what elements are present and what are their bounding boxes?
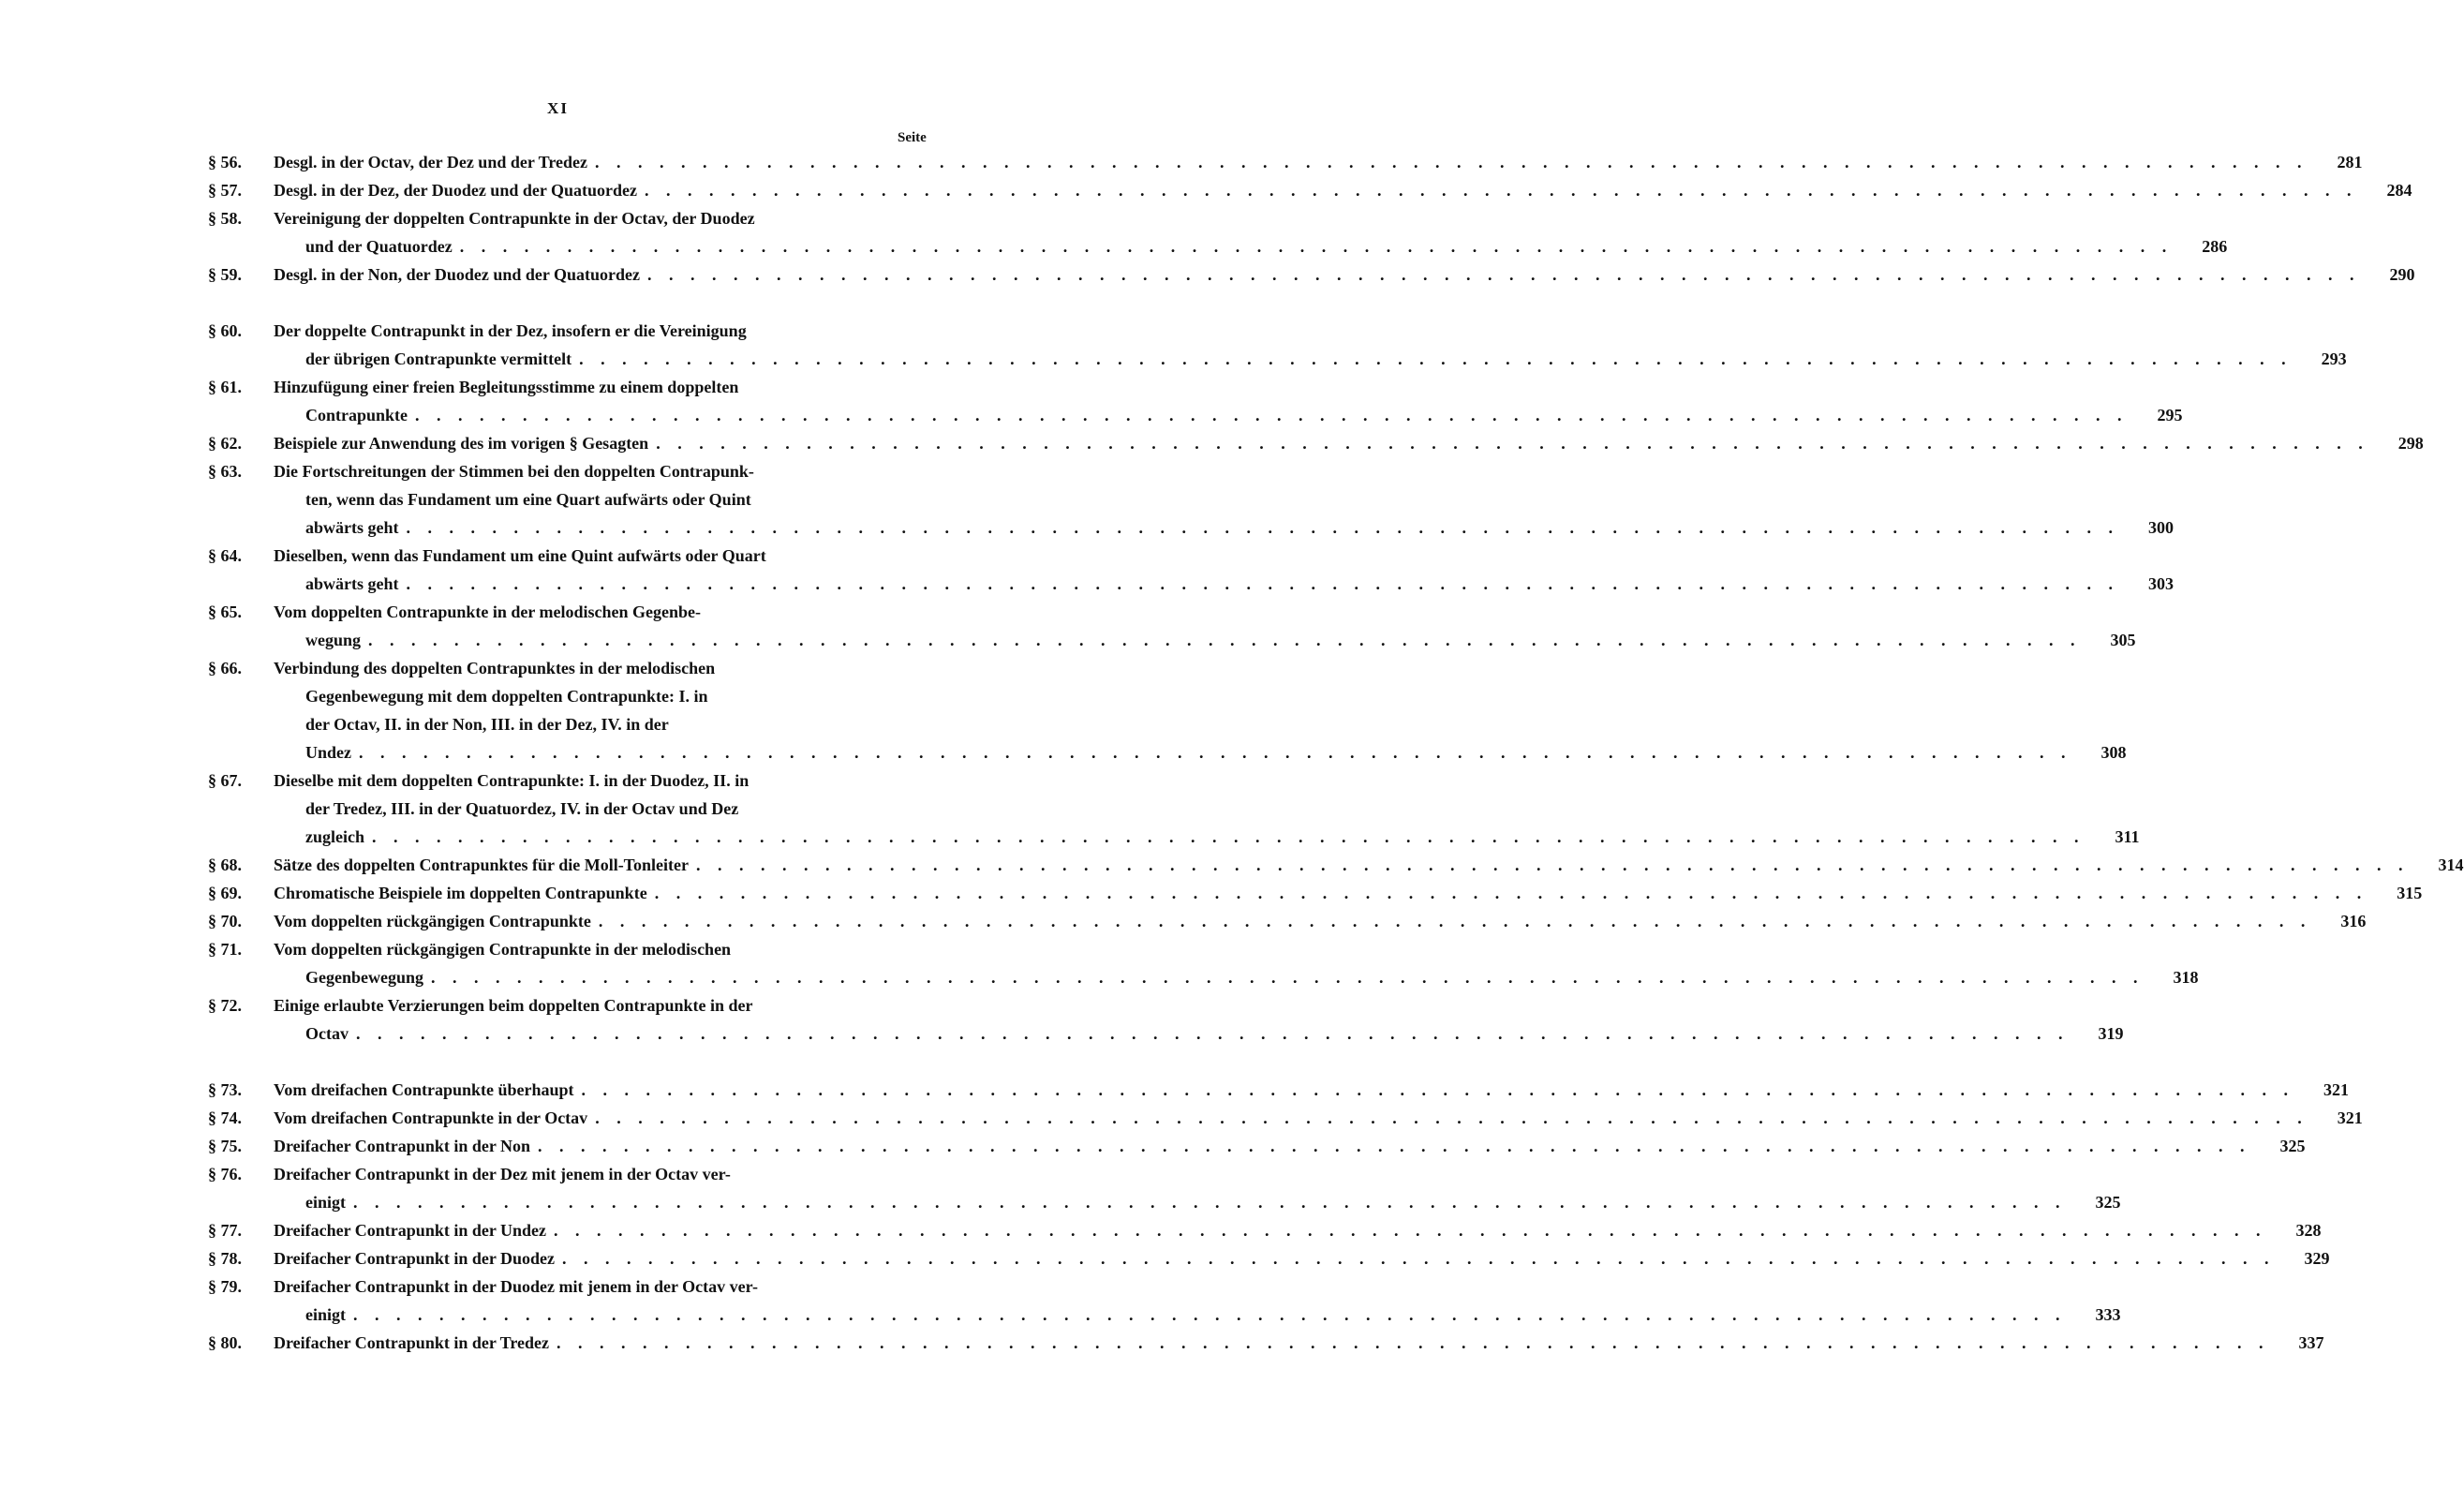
- toc-entry: [208, 598, 2136, 654]
- entry-title: Octav: [305, 1024, 349, 1043]
- dot-leader: . . . . . . . . . . . . . . . . . . . . . . . . . . . . . . . . . . . . . . . . . . . . . . . . . . . . . . . . . . . . . . . . . . . . . . . . . . . . . . . .: [431, 968, 2145, 987]
- page-reference: 284: [2358, 176, 2412, 204]
- toc-entry: [208, 1160, 2121, 1216]
- entry-leader-line: [274, 345, 2347, 373]
- entry-text: [274, 1272, 2121, 1329]
- entry-title-line: Vom doppelten Contrapunkte in der melodischen Gegenbe-: [274, 603, 702, 621]
- page-number: XI: [547, 99, 569, 117]
- entry-text: [274, 1132, 2306, 1160]
- toc-entry: [208, 457, 2174, 542]
- entry-title-line: Vom doppelten rückgängigen Contrapunkte in der melodischen: [274, 940, 732, 959]
- entry-title-line: Dieselbe mit dem doppelten Contrapunkte: I. in der Duodez, II. in: [274, 771, 750, 790]
- entry-leader-line: [274, 907, 2366, 935]
- dot-leader: . . . . . . . . . . . . . . . . . . . . . . . . . . . . . . . . . . . . . . . . . . . . . . . . . . . . . . . . . . . . . . . . . . . . . . . . . . . . . . . .: [557, 1333, 2270, 1352]
- toc-section: [208, 1076, 2363, 1357]
- section-number: § 61.: [208, 378, 242, 396]
- section-number: § 68.: [208, 856, 242, 874]
- dot-leader: . . . . . . . . . . . . . . . . . . . . . . . . . . . . . . . . . . . . . . . . . . . . . . . . . . . . . . . . . . . . . . . . . . . . . . . . . . . . . . . .: [538, 1137, 2251, 1155]
- page-reference: 286: [2173, 232, 2227, 260]
- entry-title: Vom dreifachen Contrapunkte überhaupt: [274, 1080, 574, 1099]
- dot-leader: . . . . . . . . . . . . . . . . . . . . . . . . . . . . . . . . . . . . . . . . . . . . . . . . . . . . . . . . . . . . . . . . . . . . . . . . . . . . . . . .: [598, 912, 2312, 930]
- toc-entry: [208, 373, 2183, 429]
- entry-text: [274, 654, 2127, 766]
- dot-leader: . . . . . . . . . . . . . . . . . . . . . . . . . . . . . . . . . . . . . . . . . . . . . . . . . . . . . . . . . . . . . . . . . . . . . . . . . . . . . . . .: [359, 743, 2072, 762]
- entry-leader-line: [274, 1104, 2363, 1132]
- page-reference: 311: [2085, 823, 2140, 851]
- entry-text: [274, 1076, 2349, 1104]
- entry-leader-line: [274, 232, 2227, 260]
- page-reference: 337: [2270, 1329, 2324, 1357]
- entry-title: Chromatische Beispiele im doppelten Contrapunkte: [274, 884, 647, 902]
- page-reference: 333: [2067, 1301, 2121, 1329]
- entry-leader-line: [274, 1301, 2121, 1329]
- entry-title: Contrapunkte: [305, 406, 408, 424]
- entry-title: und der Quatuordez: [305, 237, 453, 256]
- toc-entry: [208, 176, 2412, 204]
- entry-title: Desgl. in der Dez, der Duodez und der Quatuordez: [274, 181, 638, 200]
- entry-leader-line: [274, 1244, 2330, 1272]
- entry-title-line: Hinzufügung einer freien Begleitungsstimme zu einem doppelten: [274, 378, 739, 396]
- entry-title: abwärts geht: [305, 574, 399, 593]
- entry-text: [274, 148, 2363, 176]
- section-number: § 62.: [208, 434, 242, 453]
- entry-leader-line: [274, 1019, 2123, 1048]
- entry-leader-line: [274, 963, 2199, 991]
- section-number: § 64.: [208, 546, 242, 565]
- entry-text: [274, 766, 2140, 851]
- section-number: § 80.: [208, 1333, 242, 1352]
- entry-leader-line: [274, 879, 2422, 907]
- toc-entry: [208, 851, 2464, 879]
- toc-entry: [208, 204, 2228, 260]
- entry-title: Undez: [305, 743, 351, 762]
- page-reference: 305: [2082, 626, 2136, 654]
- section-number: § 75.: [208, 1137, 242, 1155]
- entry-leader-line: [274, 823, 2140, 851]
- entry-text: [274, 542, 2174, 598]
- entry-title-line: Der doppelte Contrapunkt in der Dez, insofern er die Vereinigung: [274, 321, 747, 340]
- entry-title: abwärts geht: [305, 518, 399, 537]
- entry-title: zugleich: [305, 827, 364, 846]
- dot-leader: . . . . . . . . . . . . . . . . . . . . . . . . . . . . . . . . . . . . . . . . . . . . . . . . . . . . . . . . . . . . . . . . . . . . . . . . . . . . . . . .: [647, 265, 2361, 284]
- section-number: § 71.: [208, 940, 242, 959]
- toc-entry: [208, 907, 2367, 935]
- toc-entry: [208, 1329, 2324, 1357]
- section-number: § 63.: [208, 462, 242, 481]
- dot-leader: . . . . . . . . . . . . . . . . . . . . . . . . . . . . . . . . . . . . . . . . . . . . . . . . . . . . . . . . . . . . . . . . . . . . . . . . . . . . . . . .: [368, 631, 2082, 649]
- page-reference: 308: [2072, 738, 2127, 766]
- entry-text: [274, 879, 2422, 907]
- entry-text: [274, 851, 2464, 879]
- entry-leader-line: [274, 401, 2183, 429]
- entry-title: Gegenbewegung: [305, 968, 423, 987]
- section-number: § 77.: [208, 1221, 242, 1240]
- dot-leader: . . . . . . . . . . . . . . . . . . . . . . . . . . . . . . . . . . . . . . . . . . . . . . . . . . . . . . . . . . . . . . . . . . . . . . . . . . . . . . . .: [415, 406, 2129, 424]
- section-number: § 72.: [208, 996, 242, 1015]
- entry-leader-line: [274, 738, 2127, 766]
- entry-title-line: der Octav, II. in der Non, III. in der Dez, IV. in der: [305, 715, 669, 734]
- entry-title: Vom doppelten rückgängigen Contrapunkte: [274, 912, 591, 930]
- section-number: § 65.: [208, 603, 242, 621]
- entry-title: Dreifacher Contrapunkt in der Undez: [274, 1221, 547, 1240]
- page-reference: 329: [2276, 1244, 2330, 1272]
- dot-leader: . . . . . . . . . . . . . . . . . . . . . . . . . . . . . . . . . . . . . . . . . . . . . . . . . . . . . . . . . . . . . . . . . . . . . . . . . . . . . . . .: [353, 1305, 2067, 1324]
- section-number: § 59.: [208, 265, 242, 284]
- entry-title-line: Die Fortschreitungen der Stimmen bei den doppelten Contrapunk-: [274, 462, 754, 481]
- dot-leader: . . . . . . . . . . . . . . . . . . . . . . . . . . . . . . . . . . . . . . . . . . . . . . . . . . . . . . . . . . . . . . . . . . . . . . . . . . . . . . . .: [654, 884, 2368, 902]
- dot-leader: . . . . . . . . . . . . . . . . . . . . . . . . . . . . . . . . . . . . . . . . . . . . . . . . . . . . . . . . . . . . . . . . . . . . . . . . . . . . . . . .: [696, 856, 2410, 874]
- entry-text: [274, 598, 2136, 654]
- entry-leader-line: [274, 626, 2136, 654]
- entry-title: Dreifacher Contrapunkt in der Non: [274, 1137, 531, 1155]
- dot-leader: . . . . . . . . . . . . . . . . . . . . . . . . . . . . . . . . . . . . . . . . . . . . . . . . . . . . . . . . . . . . . . . . . . . . . . . . . . . . . . . .: [595, 1109, 2308, 1127]
- toc-entry: [208, 1272, 2121, 1329]
- entry-text: [274, 1160, 2121, 1216]
- entry-leader-line: [274, 513, 2174, 542]
- page-reference: 314: [2410, 851, 2464, 879]
- page-reference: 316: [2311, 907, 2366, 935]
- section-number: § 58.: [208, 209, 242, 228]
- entry-leader-line: [274, 1216, 2322, 1244]
- page-reference: 303: [2119, 570, 2174, 598]
- entry-leader-line: [274, 1132, 2306, 1160]
- entry-title-line: ten, wenn das Fundament um eine Quart aufwärts oder Quint: [305, 490, 751, 509]
- section-number: § 73.: [208, 1080, 242, 1099]
- page-reference: 293: [2293, 345, 2347, 373]
- page-reference: 325: [2251, 1132, 2306, 1160]
- entry-title: Desgl. in der Octav, der Dez und der Tredez: [274, 153, 587, 171]
- toc-entry: [208, 1216, 2322, 1244]
- dot-leader: . . . . . . . . . . . . . . . . . . . . . . . . . . . . . . . . . . . . . . . . . . . . . . . . . . . . . . . . . . . . . . . . . . . . . . . . . . . . . . . .: [355, 1024, 2070, 1043]
- entry-text: [274, 373, 2183, 429]
- entry-leader-line: [274, 1076, 2349, 1104]
- toc-entry: [208, 260, 2415, 289]
- page-reference: 281: [2308, 148, 2363, 176]
- toc-entry: [208, 1076, 2350, 1104]
- entry-leader-line: [274, 1329, 2324, 1357]
- entry-title: einigt: [305, 1193, 346, 1212]
- page-reference: 300: [2119, 513, 2174, 542]
- column-label-seite: Seite: [898, 130, 927, 145]
- entry-title-line: der Tredez, III. in der Quatuordez, IV. in der Octav und Dez: [305, 799, 739, 818]
- toc-entry: [208, 654, 2127, 766]
- entry-title-line: Dreifacher Contrapunkt in der Dez mit jenem in der Octav ver-: [274, 1165, 731, 1183]
- page-reference: 325: [2067, 1188, 2121, 1216]
- entry-text: [274, 317, 2347, 373]
- entry-title-line: Verbindung des doppelten Contrapunktes in der melodischen: [274, 659, 716, 677]
- page-reference: 290: [2361, 260, 2415, 289]
- section-number: § 56.: [208, 153, 242, 171]
- table-of-contents: [208, 148, 2464, 1357]
- entry-leader-line: [274, 429, 2424, 457]
- dot-leader: . . . . . . . . . . . . . . . . . . . . . . . . . . . . . . . . . . . . . . . . . . . . . . . . . . . . . . . . . . . . . . . . . . . . . . . . . . . . . . . .: [554, 1221, 2267, 1240]
- dot-leader: . . . . . . . . . . . . . . . . . . . . . . . . . . . . . . . . . . . . . . . . . . . . . . . . . . . . . . . . . . . . . . . . . . . . . . . . . . . . . . . .: [579, 350, 2293, 368]
- section-number: § 57.: [208, 181, 242, 200]
- toc-entry: [208, 317, 2347, 373]
- page-reference: 321: [2308, 1104, 2363, 1132]
- dot-leader: . . . . . . . . . . . . . . . . . . . . . . . . . . . . . . . . . . . . . . . . . . . . . . . . . . . . . . . . . . . . . . . . . . . . . . . . . . . . . . . .: [656, 434, 2369, 453]
- entry-leader-line: [274, 851, 2464, 879]
- entry-title: Dreifacher Contrapunkt in der Duodez: [274, 1249, 556, 1268]
- page-reference: 295: [2129, 401, 2183, 429]
- section-number: § 79.: [208, 1277, 242, 1296]
- entry-text: [274, 1216, 2322, 1244]
- page-reference: 315: [2368, 879, 2422, 907]
- entry-title-line: Gegenbewegung mit dem doppelten Contrapunkte: I. in: [305, 687, 708, 706]
- page-reference: 319: [2069, 1019, 2123, 1048]
- section-number: § 60.: [208, 321, 242, 340]
- section-number: § 70.: [208, 912, 242, 930]
- dot-leader: . . . . . . . . . . . . . . . . . . . . . . . . . . . . . . . . . . . . . . . . . . . . . . . . . . . . . . . . . . . . . . . . . . . . . . . . . . . . . . . .: [406, 574, 2119, 593]
- page-reference: 321: [2294, 1076, 2349, 1104]
- toc-entry: [208, 1104, 2363, 1132]
- entry-text: [274, 907, 2366, 935]
- toc-entry: [208, 1244, 2330, 1272]
- entry-text: [274, 457, 2174, 542]
- dot-leader: . . . . . . . . . . . . . . . . . . . . . . . . . . . . . . . . . . . . . . . . . . . . . . . . . . . . . . . . . . . . . . . . . . . . . . . . . . . . . . . .: [595, 153, 2308, 171]
- entry-leader-line: [274, 260, 2415, 289]
- entry-leader-line: [274, 570, 2174, 598]
- entry-text: [274, 176, 2412, 204]
- entry-text: [274, 1104, 2363, 1132]
- toc-entry: [208, 991, 2124, 1048]
- section-number: § 78.: [208, 1249, 242, 1268]
- toc-entry: [208, 879, 2423, 907]
- entry-title: der übrigen Contrapunkte vermittelt: [305, 350, 572, 368]
- dot-leader: . . . . . . . . . . . . . . . . . . . . . . . . . . . . . . . . . . . . . . . . . . . . . . . . . . . . . . . . . . . . . . . . . . . . . . . . . . . . . . . .: [406, 518, 2119, 537]
- dot-leader: . . . . . . . . . . . . . . . . . . . . . . . . . . . . . . . . . . . . . . . . . . . . . . . . . . . . . . . . . . . . . . . . . . . . . . . . . . . . . . . .: [562, 1249, 2276, 1268]
- page-reference: 298: [2369, 429, 2424, 457]
- entry-title: Desgl. in der Non, der Duodez und der Quatuordez: [274, 265, 641, 284]
- toc-entry: [208, 542, 2174, 598]
- entry-text: [274, 935, 2199, 991]
- page-reference: 318: [2145, 963, 2199, 991]
- entry-title: wegung: [305, 631, 362, 649]
- dot-leader: . . . . . . . . . . . . . . . . . . . . . . . . . . . . . . . . . . . . . . . . . . . . . . . . . . . . . . . . . . . . . . . . . . . . . . . . . . . . . . . .: [645, 181, 2358, 200]
- entry-title: Vom dreifachen Contrapunkte in der Octav: [274, 1109, 588, 1127]
- toc-entry: [208, 766, 2140, 851]
- entry-text: [274, 260, 2415, 289]
- entry-title-line: Dieselben, wenn das Fundament um eine Quint aufwärts oder Quart: [274, 546, 766, 565]
- entry-title: einigt: [305, 1305, 346, 1324]
- entry-title-line: Dreifacher Contrapunkt in der Duodez mit jenem in der Octav ver-: [274, 1277, 758, 1296]
- entry-title: Dreifacher Contrapunkt in der Tredez: [274, 1333, 549, 1352]
- page-reference: 328: [2267, 1216, 2322, 1244]
- dot-leader: . . . . . . . . . . . . . . . . . . . . . . . . . . . . . . . . . . . . . . . . . . . . . . . . . . . . . . . . . . . . . . . . . . . . . . . . . . . . . . . .: [459, 237, 2174, 256]
- entry-leader-line: [274, 148, 2363, 176]
- entry-title-line: Vereinigung der doppelten Contrapunkte in der Octav, der Duodez: [274, 209, 755, 228]
- entry-text: [274, 991, 2123, 1048]
- toc-entry: [208, 1132, 2306, 1160]
- section-number: § 76.: [208, 1165, 242, 1183]
- toc-section: [208, 148, 2415, 289]
- entry-text: [274, 204, 2227, 260]
- entry-title: Beispiele zur Anwendung des im vorigen § Gesagten: [274, 434, 649, 453]
- entry-leader-line: [274, 1188, 2121, 1216]
- toc-entry: [208, 148, 2363, 176]
- section-number: § 69.: [208, 884, 242, 902]
- entry-text: [274, 1244, 2330, 1272]
- entry-leader-line: [274, 176, 2412, 204]
- dot-leader: . . . . . . . . . . . . . . . . . . . . . . . . . . . . . . . . . . . . . . . . . . . . . . . . . . . . . . . . . . . . . . . . . . . . . . . . . . . . . . . .: [353, 1193, 2067, 1212]
- dot-leader: . . . . . . . . . . . . . . . . . . . . . . . . . . . . . . . . . . . . . . . . . . . . . . . . . . . . . . . . . . . . . . . . . . . . . . . . . . . . . . . .: [581, 1080, 2295, 1099]
- toc-entry: [208, 429, 2424, 457]
- dot-leader: . . . . . . . . . . . . . . . . . . . . . . . . . . . . . . . . . . . . . . . . . . . . . . . . . . . . . . . . . . . . . . . . . . . . . . . . . . . . . . . .: [372, 827, 2085, 846]
- entry-text: [274, 429, 2424, 457]
- entry-title-line: Einige erlaubte Verzierungen beim doppelten Contrapunkte in der: [274, 996, 753, 1015]
- toc-section: [208, 317, 2464, 1048]
- section-number: § 74.: [208, 1109, 242, 1127]
- entry-text: [274, 1329, 2324, 1357]
- section-number: § 66.: [208, 659, 242, 677]
- toc-entry: [208, 935, 2199, 991]
- entry-title: Sätze des doppelten Contrapunktes für die Moll-Tonleiter: [274, 856, 690, 874]
- section-number: § 67.: [208, 771, 242, 790]
